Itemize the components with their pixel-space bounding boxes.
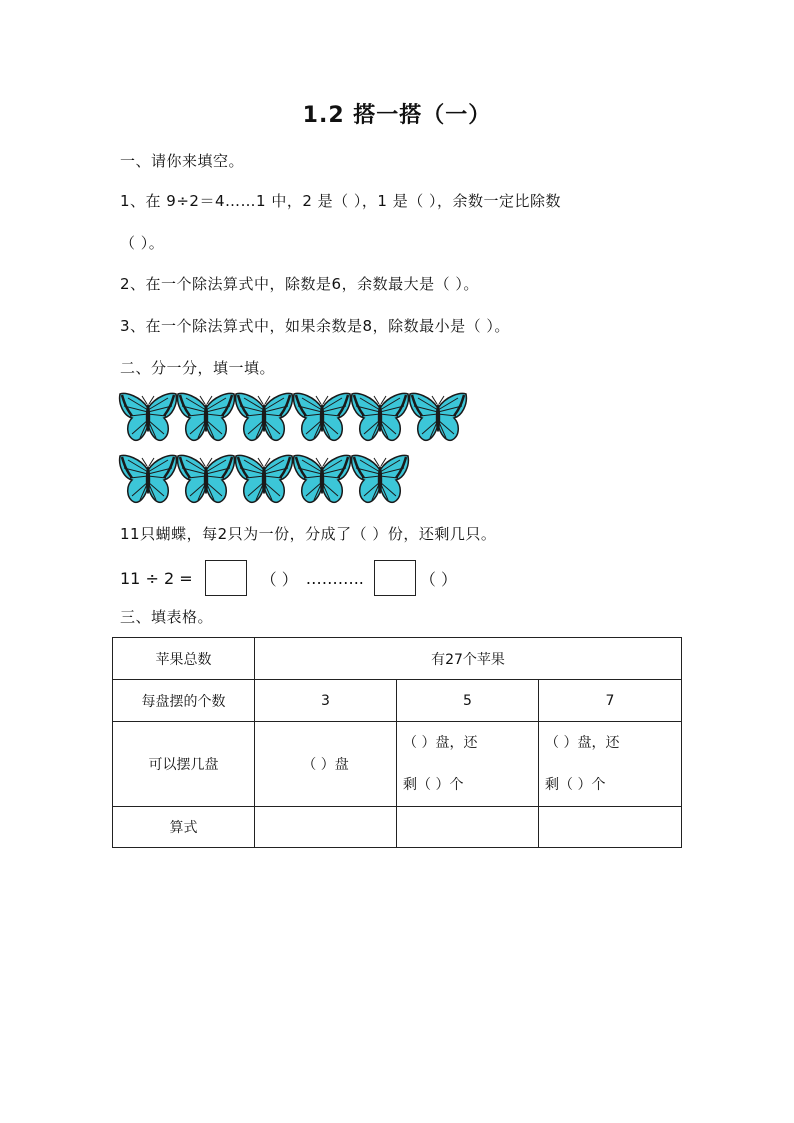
table-cell[interactable] xyxy=(397,807,539,848)
cell-line: 剩（ ）个 xyxy=(545,777,606,793)
butterfly-icon xyxy=(292,390,352,446)
question-1-line-1: 1、在 9÷2＝4……1 中，2 是（ ），1 是（ ），余数一定比除数 xyxy=(120,192,561,210)
butterfly-icon xyxy=(118,390,178,446)
division-equation xyxy=(120,560,457,596)
table-row xyxy=(113,722,682,807)
quotient-box[interactable] xyxy=(205,560,247,596)
table-cell: 算式 xyxy=(113,807,255,848)
quotient-unit-paren: （ ） xyxy=(260,569,298,589)
table-row xyxy=(113,807,682,848)
section3-heading: 三、填表格。 xyxy=(120,608,214,626)
remainder-dots: ……….. xyxy=(305,568,364,588)
table-cell[interactable] xyxy=(539,807,682,848)
table-cell[interactable] xyxy=(397,722,539,807)
butterfly-question: 11只蝴蝶，每2只为一份，分成了（ ）份，还剩几只。 xyxy=(120,525,497,543)
question-3: 3、在一个除法算式中，如果余数是8，除数最小是（ ）。 xyxy=(120,317,510,335)
table-cell: 7 xyxy=(539,680,682,722)
cell-line: （ ）盘，还 xyxy=(545,735,620,751)
table-cell: 每盘摆的个数 xyxy=(113,680,255,722)
butterfly-icon xyxy=(234,452,294,508)
butterfly-icon xyxy=(118,452,178,508)
cell-line: 剩（ ）个 xyxy=(403,777,464,793)
table-cell[interactable]: （ ）盘 xyxy=(255,722,397,807)
table-cell[interactable] xyxy=(539,722,682,807)
table-cell[interactable] xyxy=(255,807,397,848)
apple-table xyxy=(112,637,682,848)
butterfly-icon xyxy=(176,452,236,508)
table-row xyxy=(113,638,682,680)
butterfly-row-1 xyxy=(118,390,466,450)
question-1-line-2: （ ）。 xyxy=(120,234,165,252)
table-cell: 有27个苹果 xyxy=(255,638,682,680)
butterfly-icon xyxy=(350,452,410,508)
remainder-box[interactable] xyxy=(374,560,416,596)
equation-lhs: 11 ÷ 2 = xyxy=(120,568,193,588)
remainder-unit-paren: （ ） xyxy=(419,569,457,589)
table-cell: 5 xyxy=(397,680,539,722)
section1-heading: 一、请你来填空。 xyxy=(120,152,245,170)
butterfly-icon xyxy=(350,390,410,446)
table-cell: 苹果总数 xyxy=(113,638,255,680)
butterfly-icon xyxy=(234,390,294,446)
table-cell: 可以摆几盘 xyxy=(113,722,255,807)
question-2: 2、在一个除法算式中，除数是6，余数最大是（ ）。 xyxy=(120,275,479,293)
table-cell: 3 xyxy=(255,680,397,722)
butterfly-icon xyxy=(176,390,236,446)
section2-heading: 二、分一分，填一填。 xyxy=(120,359,276,377)
cell-line: （ ）盘，还 xyxy=(403,735,478,751)
page-title: 1.2 搭一搭（一） xyxy=(302,103,492,128)
butterfly-row-2 xyxy=(118,452,408,512)
table-row xyxy=(113,680,682,722)
butterfly-icon xyxy=(408,390,468,446)
butterfly-icon xyxy=(292,452,352,508)
